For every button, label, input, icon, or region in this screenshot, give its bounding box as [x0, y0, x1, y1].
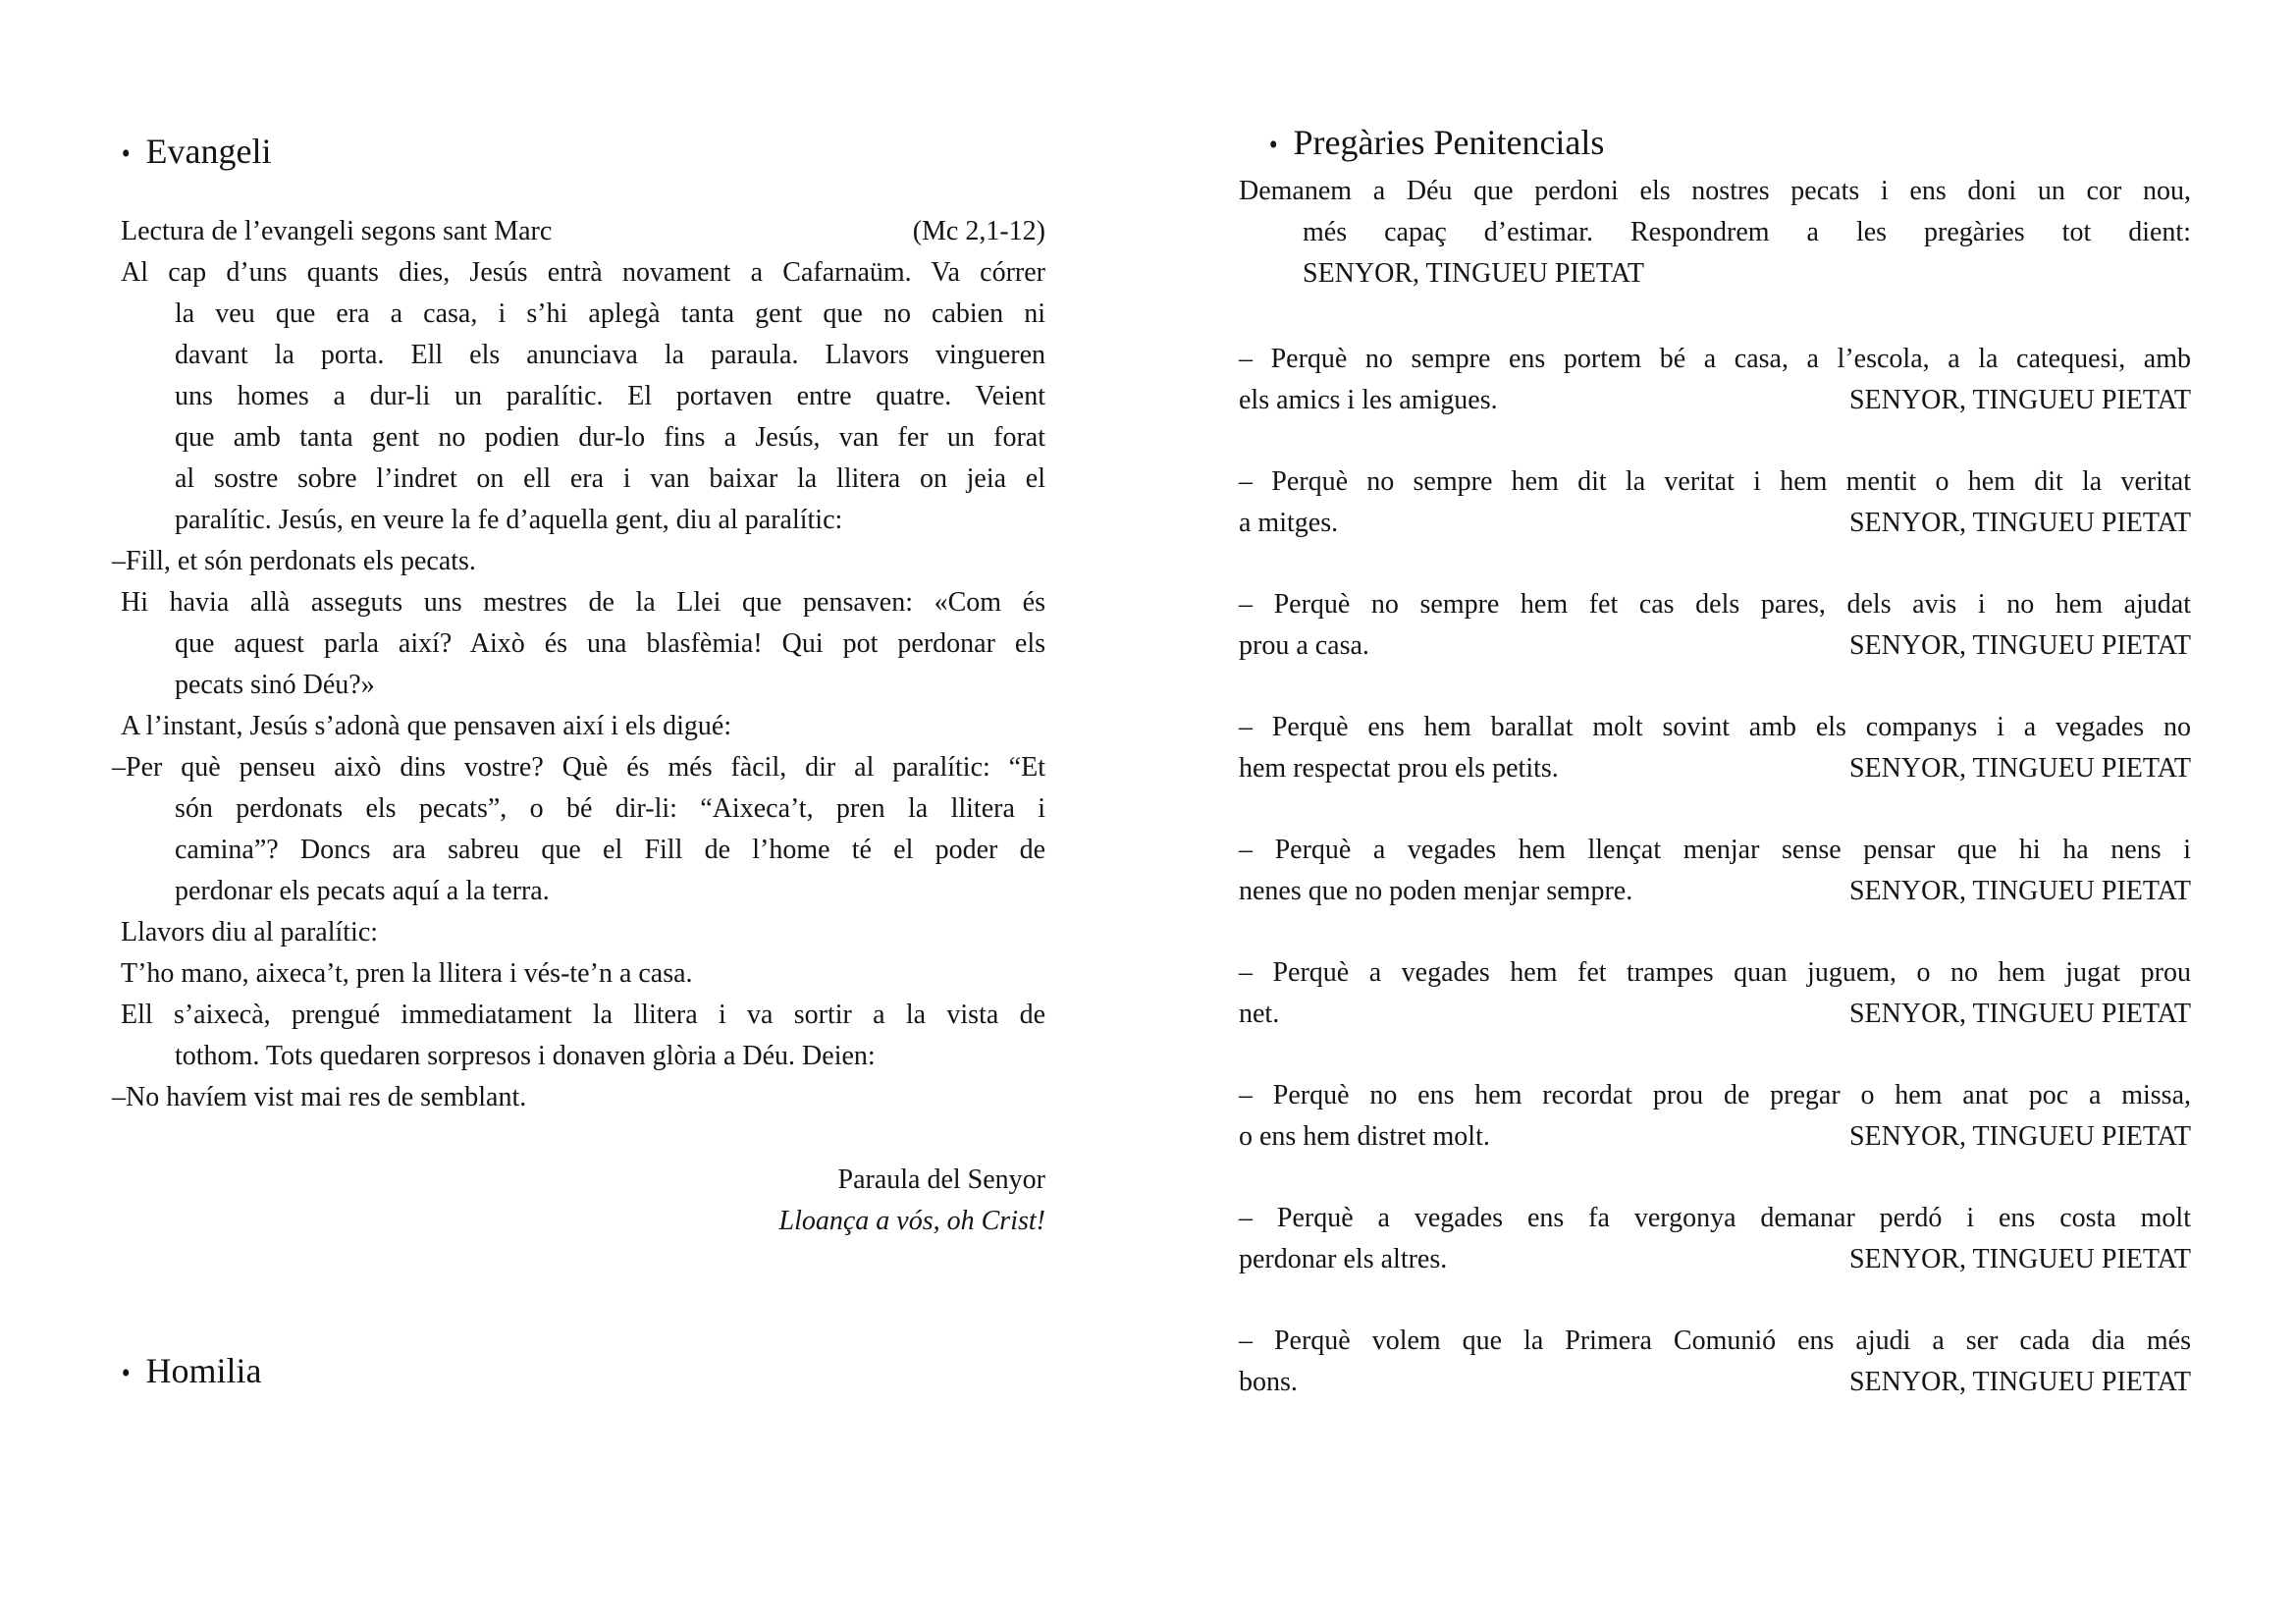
petition-text-line2: perdonar els altres. — [1239, 1244, 1448, 1274]
petition-text-line1: – Perquè a vegades hem llençat menjar sense pensar que hi ha nens i — [1239, 835, 2191, 865]
blank-line — [121, 1118, 1045, 1160]
reading-title: Lectura de l’evangeli segons sant Marc — [121, 216, 553, 246]
petition-response: SENYOR, TINGUEU PIETAT — [1848, 630, 2191, 661]
petition-text-line2: nenes que no poden menjar sempre. — [1239, 876, 1633, 906]
closing-response: Lloança a vós, oh Crist! — [778, 1206, 1045, 1236]
right-page — [1239, 0, 2191, 1624]
gospel-line: T’ho mano, aixeca’t, pren la llitera i vés-te’n a casa. — [121, 958, 693, 989]
gospel-line: –Per què penseu això dins vostre? Què és més fàcil, dir al paralític: “Et — [112, 752, 1045, 783]
petition-text-line2: hem respectat prou els petits. — [1239, 753, 1559, 784]
petition-text-line2: net. — [1239, 999, 1280, 1029]
gospel-line: que aquest parla així? Això és una blasfèmia! Qui pot perdonar els — [175, 628, 1045, 659]
petition-item — [1239, 339, 2191, 421]
petition-item — [1239, 1075, 2191, 1158]
gospel-line: Ell s’aixecà, prengué immediatament la llitera i va sortir a la vista de — [121, 1000, 1045, 1030]
petition-response: SENYOR, TINGUEU PIETAT — [1848, 999, 2191, 1029]
petition-item — [1239, 461, 2191, 544]
petitions-list — [1239, 339, 2191, 1443]
section-title: Evangeli — [145, 132, 272, 171]
gospel-line: al sostre sobre l’indret on ell era i van baixar la llitera on jeia el — [175, 463, 1045, 494]
gospel-body — [112, 252, 1045, 1118]
gospel-line: són perdonats els pecats”, o bé dir-li: “Aixeca’t, pren la llitera i — [175, 793, 1045, 824]
reading-title-line — [121, 211, 1045, 252]
gospel-line: paralític. Jesús, en veure la fe d’aquella gent, diu al paralític: — [175, 505, 843, 535]
petition-text-line1: – Perquè no sempre hem fet cas dels pares, dels avis i no hem ajudat — [1239, 589, 2191, 620]
gospel-line: A l’instant, Jesús s’adonà que pensaven així i els digué: — [121, 711, 732, 741]
gospel-line: tothom. Tots quedaren sorpresos i donaven glòria a Déu. Deien: — [175, 1041, 876, 1071]
section-title: Homilia — [145, 1351, 262, 1390]
petition-text-line2: o ens hem distret molt. — [1239, 1121, 1490, 1152]
petition-response: SENYOR, TINGUEU PIETAT — [1848, 385, 2191, 415]
petition-text-line2: els amics i les amigues. — [1239, 385, 1498, 415]
section-heading-pregaries — [1268, 121, 1604, 167]
gospel-line: davant la porta. Ell els anunciava la paraula. Llavors vingueren — [175, 340, 1045, 370]
penitential-intro — [1239, 171, 2191, 295]
left-page — [112, 0, 1045, 1624]
petition-text-line1: – Perquè no ens hem recordat prou de pregar o hem anat poc a missa, — [1239, 1080, 2191, 1110]
bullet-icon: • — [1268, 129, 1278, 161]
reading-reference: (Mc 2,1-12) — [912, 216, 1045, 246]
section-heading-evangeli — [121, 130, 271, 176]
gospel-line: –Fill, et són perdonats els pecats. — [112, 546, 476, 576]
petition-response: SENYOR, TINGUEU PIETAT — [1848, 1121, 2191, 1152]
petition-response: SENYOR, TINGUEU PIETAT — [1848, 1244, 2191, 1274]
gospel-line: uns homes a dur-li un paralític. El portaven entre quatre. Veient — [175, 381, 1045, 411]
gospel-line: que amb tanta gent no podien dur-lo fins a Jesús, van fer un forat — [175, 422, 1045, 453]
petition-item — [1239, 1321, 2191, 1403]
intro-refrain: SENYOR, TINGUEU PIETAT — [1303, 258, 1645, 289]
petition-text-line2: a mitges. — [1239, 508, 1339, 538]
intro-line: Demanem a Déu que perdoni els nostres pecats i ens doni un cor nou, — [1239, 176, 2191, 206]
gospel-line: –No havíem vist mai res de semblant. — [112, 1082, 527, 1112]
petition-item — [1239, 952, 2191, 1035]
gospel-line: Llavors diu al paralític: — [121, 917, 379, 947]
petition-response: SENYOR, TINGUEU PIETAT — [1848, 508, 2191, 538]
gospel-line: pecats sinó Déu?» — [175, 670, 375, 700]
petition-text-line2: bons. — [1239, 1367, 1298, 1397]
petition-text-line1: – Perquè a vegades ens fa vergonya demanar perdó i ens costa molt — [1239, 1203, 2191, 1233]
gospel-line: Al cap d’uns quants dies, Jesús entrà novament a Cafarnaüm. Va córrer — [121, 257, 1045, 288]
petition-item — [1239, 1198, 2191, 1280]
intro-line: més capaç d’estimar. Respondrem a les pregàries tot dient: — [1303, 217, 2191, 247]
section-heading-homilia — [121, 1349, 262, 1395]
gospel-line: perdonar els pecats aquí a la terra. — [175, 876, 550, 906]
petition-item — [1239, 707, 2191, 789]
petition-item — [1239, 830, 2191, 912]
petition-text-line1: – Perquè volem que la Primera Comunió ens ajudi a ser cada dia més — [1239, 1326, 2191, 1356]
petition-text-line1: – Perquè no sempre hem dit la veritat i hem mentit o hem dit la veritat — [1239, 466, 2191, 497]
petition-text-line1: – Perquè ens hem barallat molt sovint amb els companys i a vegades no — [1239, 712, 2191, 742]
petition-response: SENYOR, TINGUEU PIETAT — [1848, 1367, 2191, 1397]
closing-versicle: Paraula del Senyor — [837, 1164, 1045, 1195]
petition-response: SENYOR, TINGUEU PIETAT — [1848, 753, 2191, 784]
gospel-line: camina”? Doncs ara sabreu que el Fill de l’home té el poder de — [175, 835, 1045, 865]
petition-text-line1: – Perquè no sempre ens portem bé a casa, a l’escola, a la catequesi, amb — [1239, 344, 2191, 374]
petition-text-line1: – Perquè a vegades hem fet trampes quan juguem, o no hem jugat prou — [1239, 957, 2191, 988]
gospel-reading — [112, 211, 1045, 1242]
section-title: Pregàries Penitencials — [1293, 123, 1605, 162]
bullet-icon: • — [121, 137, 131, 170]
petition-response: SENYOR, TINGUEU PIETAT — [1848, 876, 2191, 906]
bullet-icon: • — [121, 1357, 131, 1389]
petition-item — [1239, 584, 2191, 667]
gospel-line: la veu que era a casa, i s’hi aplegà tanta gent que no cabien ni — [175, 298, 1045, 329]
gospel-line: Hi havia allà asseguts uns mestres de la Llei que pensaven: «Com és — [121, 587, 1045, 618]
petition-text-line2: prou a casa. — [1239, 630, 1369, 661]
